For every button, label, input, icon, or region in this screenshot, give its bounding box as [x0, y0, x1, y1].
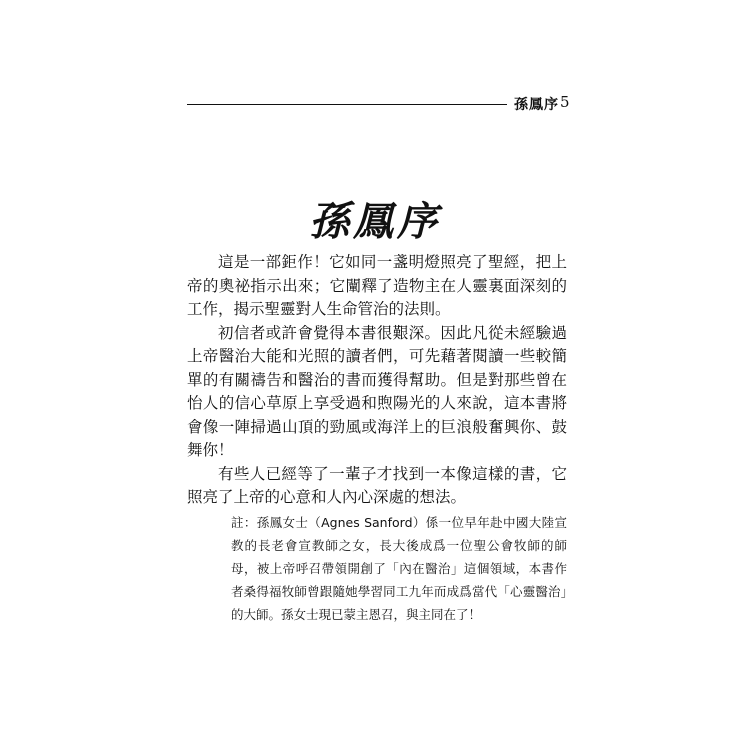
page-number: 5	[560, 93, 570, 111]
header-rule	[187, 104, 507, 105]
body-text	[187, 251, 567, 510]
page-title: 孫鳳序	[309, 198, 441, 245]
paragraph: 有些人已經等了一輩子才找到一本像這樣的書，它照亮了上帝的心意和人內心深處的想法。	[187, 464, 567, 506]
paragraph: 初信者或許會覺得本書很艱深。因此凡從未經驗過上帝醫治大能和光照的讀者們，可先藉著閱讀一些較簡單的有關禱告和醫治的書而獲得幫助。但是對那些曾在怡人的信心草原上享受過和煦陽光的人來說，這本書將會像一陣掃過山頂的勁風或海洋上的巨浪般奮興你、鼓舞你！	[187, 323, 567, 459]
paragraph: 這是一部鉅作！它如同一盞明燈照亮了聖經，把上帝的奧祕指示出來；它闡釋了造物主在人靈裏面深刻的工作，揭示聖靈對人生命管治的法則。	[187, 253, 567, 318]
running-title: 孫鳳序	[514, 97, 559, 113]
footnote: 註：孫鳳女士（Agnes Sanford）係一位早年赴中國大陸宣教的長老會宣教師之女，長大後成爲一位聖公會牧師的師母，被上帝呼召帶領開創了「內在醫治」這個領域，本書作者桑得福牧師曾跟隨她學習同工九年而成爲當代「心靈醫治」的大師。孫女士現已蒙主恩召，與主同在了！	[231, 515, 567, 622]
